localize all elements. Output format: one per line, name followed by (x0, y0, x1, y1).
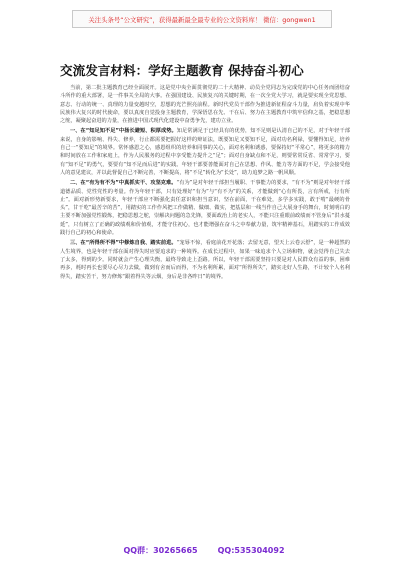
document-title: 交流发言材料：学好主题教育 保持奋斗初心 (60, 63, 304, 78)
paragraph-section-2 (60, 179, 350, 237)
promo-banner (72, 10, 332, 28)
paragraph-lead: 一、在“知足知不足”中扬长避短、积厚成势。 (70, 128, 177, 135)
paragraph-lead: 三、在“所得所不得”中修炼自我、踏实前进。 (70, 240, 177, 247)
document-body (60, 84, 350, 281)
qq-group-label: QQ群：30265665 (123, 546, 198, 555)
promo-banner-text: 关注头条号“公文研究”，获得最新最全最专业的公文资料库！ 微信：gongwen1 (88, 15, 316, 24)
paragraph-section-1 (60, 127, 350, 177)
paragraph-section-3 (60, 239, 350, 280)
contact-footer (0, 545, 408, 556)
paragraph-text: 当前，第二批主题教育已经全面展开。这是党中央全面贯彻党的二十大精神、动员全党同志为完成党的中心任务而团结奋斗所作的重大部署，是一件事关全局的大事。在强国建设、民族复兴的关键时期，在一次全党大学习，就是要实现全党思想、意志、行动的统一、真理的力量变越时空，思想的光芒照亮前程。新时代党员干部作为推进新征程奋斗力量，肩负着实现中华民族伟大复兴的时代使命，要以真度自觉投身主题教育，学深悟思在先、干在后、努力在主题教育中筑牢信仰之基，把稳思想之舵，凝聚起奋进的力量，在推进中国式现代化建设中奋勇争先，建功立业。 (60, 85, 350, 125)
paragraph-text: “有为”是对年轻干部担当履职、干事能力的要求，“有不为”则是对年轻干部道德品质、党性党性的考量。作为年轻干部，只有处理好“有为”与“有不为”的关系，才能做到“心有所畏，言有所戒，行有所止”。面对新形势新要求，年轻干部应不断强化责任意识和担当意识，坚在前面，干在难处，多学多实践，敢于啃“最硬的骨头”，甘干吃“最苦辛的苦”，用踏实的工作作风把工作做精、做细、做实，把基层和一线当作自己大展身手的舞台，时刻明白的主要不断加强党性锻炼，把稳思想之舵，崇解决问题的急先锋，要面政治上的老实人，不能只注重眼前政绩而不管身后“洪水蔓延”，只有树立了正确的政绩观和价值观，才能守住初心，也才能增强在奋斗之中奉献力量，筑牢精神基石，用踏实的工作成效践行自己的初心和使命。 (60, 180, 350, 237)
qq-contact-label: QQ:535304092 (217, 546, 285, 555)
paragraph-text: “宠辱不惊，看庭前花开花落；去留无意，望天上云卷云舒”，是一种超然的人生境界，也是年轻干部在面对得失时应要追求的一种境界。在成长过程中，如果一味追求个人立场和物，就会觉得自己失去了太多，得到的少。同时就会产生心理失衡，最终导致走上歪路。所以，年轻干部需要坚持只要是对人民群众有益的事，困难再多，耗时再长也要尽心尽力去做，做到有舍而后而得，不为名利所累，面对“所得所失”，踏实走好人生路，不计较个人名利得失，踏实苦干，努力修炼“跟着得失等云烟，身后是非各昨日”的境界。 (60, 240, 350, 280)
paragraph-lead: 二、在“有为有不为”中真抓实干、攻坚克难。 (70, 180, 177, 187)
paragraph-intro (60, 84, 350, 125)
paragraph-text: 知足常满足于已经具有的优势，知不足则是认清自己的不足，对于年轻干部来说，自身的影响、得失、修养，行止都需要把握好这样的辩证法，既要知足又要知不足，面对功名利禄，要懂得知足，培养自己一“要知足”的境界。常怀感恩之心，感恩组织的培养和同事的关心，面对名利和诱惑，要保持好“平常心”，将更多的精力和时间放在工作和家庭上，作为人民服务的过程中享受能力提升之“足”；面对自身缺点和不足，则要常常反省、常常学习，要有“知不足”的勇气，要要有“知不足而后进”的实践。年轻干部要善能面对自己在思想、作风、能力等方面的不足，学会接受他人的意见建议，并以此督促自己不断完善，不断提高，将“不足”转化为“长处”，助力追梦之路一帆风顺。 (60, 128, 350, 176)
